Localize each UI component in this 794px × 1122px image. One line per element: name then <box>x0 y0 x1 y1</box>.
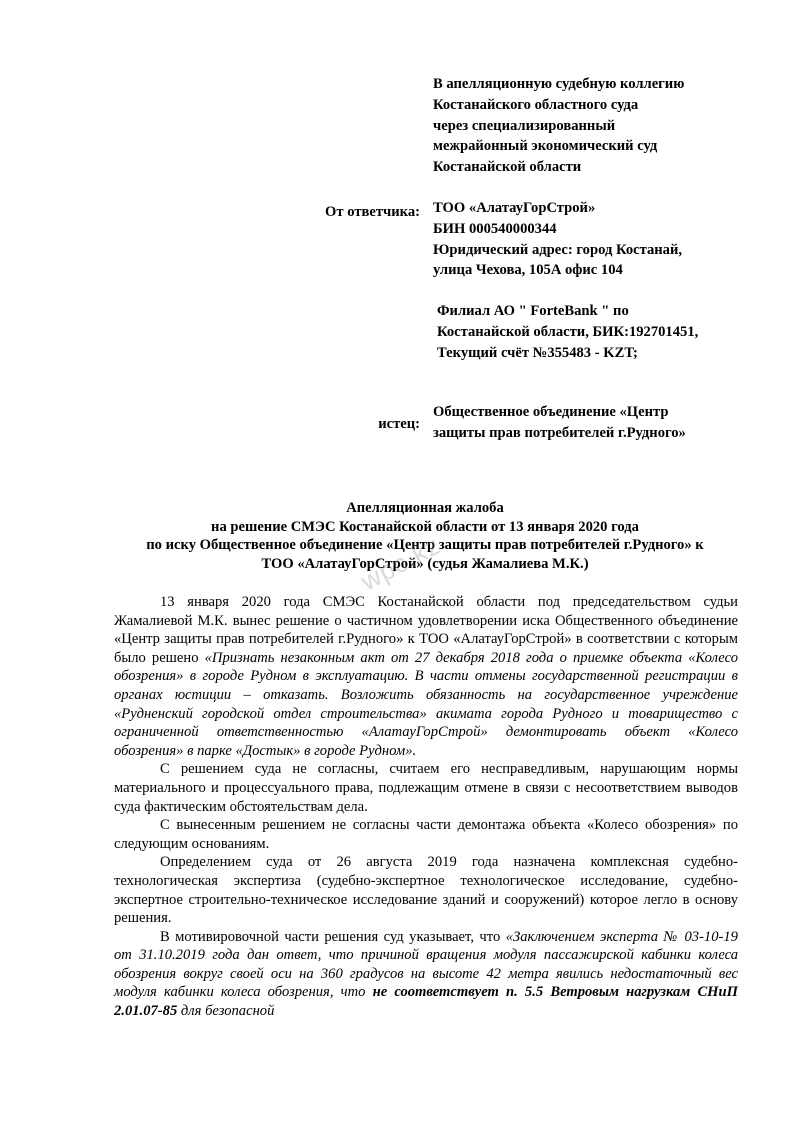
bank-line: Костанайской области, БИК:192701451, <box>437 323 699 340</box>
title-line: по иску Общественное объединение «Центр защиты прав потребителей г.Рудного» к <box>146 537 704 553</box>
quoted-reasoning: «Заключением эксперта № 03-10-19 от 31.10.2019 года дан ответ, что причиной вращения модуля пассажирской кабинки колеса обозрения вокруг своей оси на 360 градусов на высоте 42 метра явились недостаточный вес модуля кабинки колеса обозрения, что <box>114 928 738 1001</box>
addressee-line: межрайонный экономический суд <box>433 138 658 155</box>
paragraph-text: 13 января 2020 года СМЭС Костанайской области под председательством судьи Жамалиевой М.К. вынес решение о частичном удовлетворении иска Общественного объединение «Центр защиты прав потребителей г.Рудного» к ТОО «АлатауГорСтрой» в соответствии с которым было решено <box>114 594 738 666</box>
bank-details-block <box>437 301 767 363</box>
respondent-line: ТОО «АлатауГорСтрой» <box>433 200 596 216</box>
respondent-line: Юридический адрес: город Костанай, <box>433 241 683 258</box>
bank-line: Текущий счёт №355483 - KZT; <box>437 344 638 361</box>
respondent-label: От ответчика: <box>325 204 420 220</box>
document-body <box>114 593 738 1021</box>
title-line: Апелляционная жалоба <box>346 500 504 516</box>
paragraph: Определением суда от 26 августа 2019 года назначена комплексная судебно-технологическая экспертиза (судебно-экспертное технологическое исследование, судебно-экспертное строительно-техническое исследование зданий и сооружений) которое легло в основу решения. <box>114 854 738 927</box>
quoted-decision: «Признать незаконным акт от 27 декабря 2018 года о приемке объекта «Колесо обозрения» в городе Рудном в эксплуатацию. В части отмены государственной регистрации в органах юстиции – отказать. Возложить обязанность на государственное учреждение «Рудненский городской отдел строительства» акимата города Рудного и товарищество с ограниченной ответственностью «АлатауГорСтрой» демонтировать объект «Колесо обозрения» в парке «Достык» в городе Рудном». <box>114 649 739 759</box>
addressee-block <box>433 74 763 178</box>
respondent-line: улица Чехова, 105А офис 104 <box>433 262 623 279</box>
respondent-line: БИН 000540000344 <box>433 220 557 237</box>
plaintiff-block <box>433 402 763 444</box>
addressee-line: через специализированный <box>433 117 616 134</box>
paragraph-text: В мотивировочной части решения суд указывает, что <box>160 928 506 945</box>
paragraph: С решением суда не согласны, считаем его несправедливым, нарушающим нормы материального и процессуального права, подлежащим отмене в связи с несоответствием выводов суда фактическим обстоятельствам дела. <box>114 761 738 815</box>
paragraph <box>114 593 738 760</box>
paragraph <box>114 928 738 1021</box>
watermark: wpc.kz <box>355 529 446 597</box>
addressee-line: В апелляционную судебную коллегию <box>433 76 685 92</box>
paragraph: С вынесенным решением не согласны части демонтажа объекта «Колесо обозрения» по следующим основаниям. <box>114 817 738 852</box>
quoted-tail: для безопасной <box>177 1003 275 1020</box>
plaintiff-line: Общественное объединение «Центр <box>433 404 669 420</box>
quoted-emphasis: не соответствует п. 5.5 Ветровым нагрузкам СНиП 2.01.07-85 <box>114 984 739 1020</box>
title-line: ТОО «АлатауГорСтрой» (судья Жамалиева М.К.) <box>261 555 589 572</box>
addressee-line: Костанайского областного суда <box>433 96 639 113</box>
title-line: на решение СМЭС Костанайской области от 13 января 2020 года <box>211 518 639 535</box>
respondent-block <box>433 198 763 281</box>
plaintiff-line: защиты прав потребителей г.Рудного» <box>433 424 686 441</box>
bank-line: Филиал АО " ForteBank " по <box>437 303 629 319</box>
addressee-line: Костанайской области <box>433 159 582 176</box>
plaintiff-label: истец: <box>378 416 420 432</box>
